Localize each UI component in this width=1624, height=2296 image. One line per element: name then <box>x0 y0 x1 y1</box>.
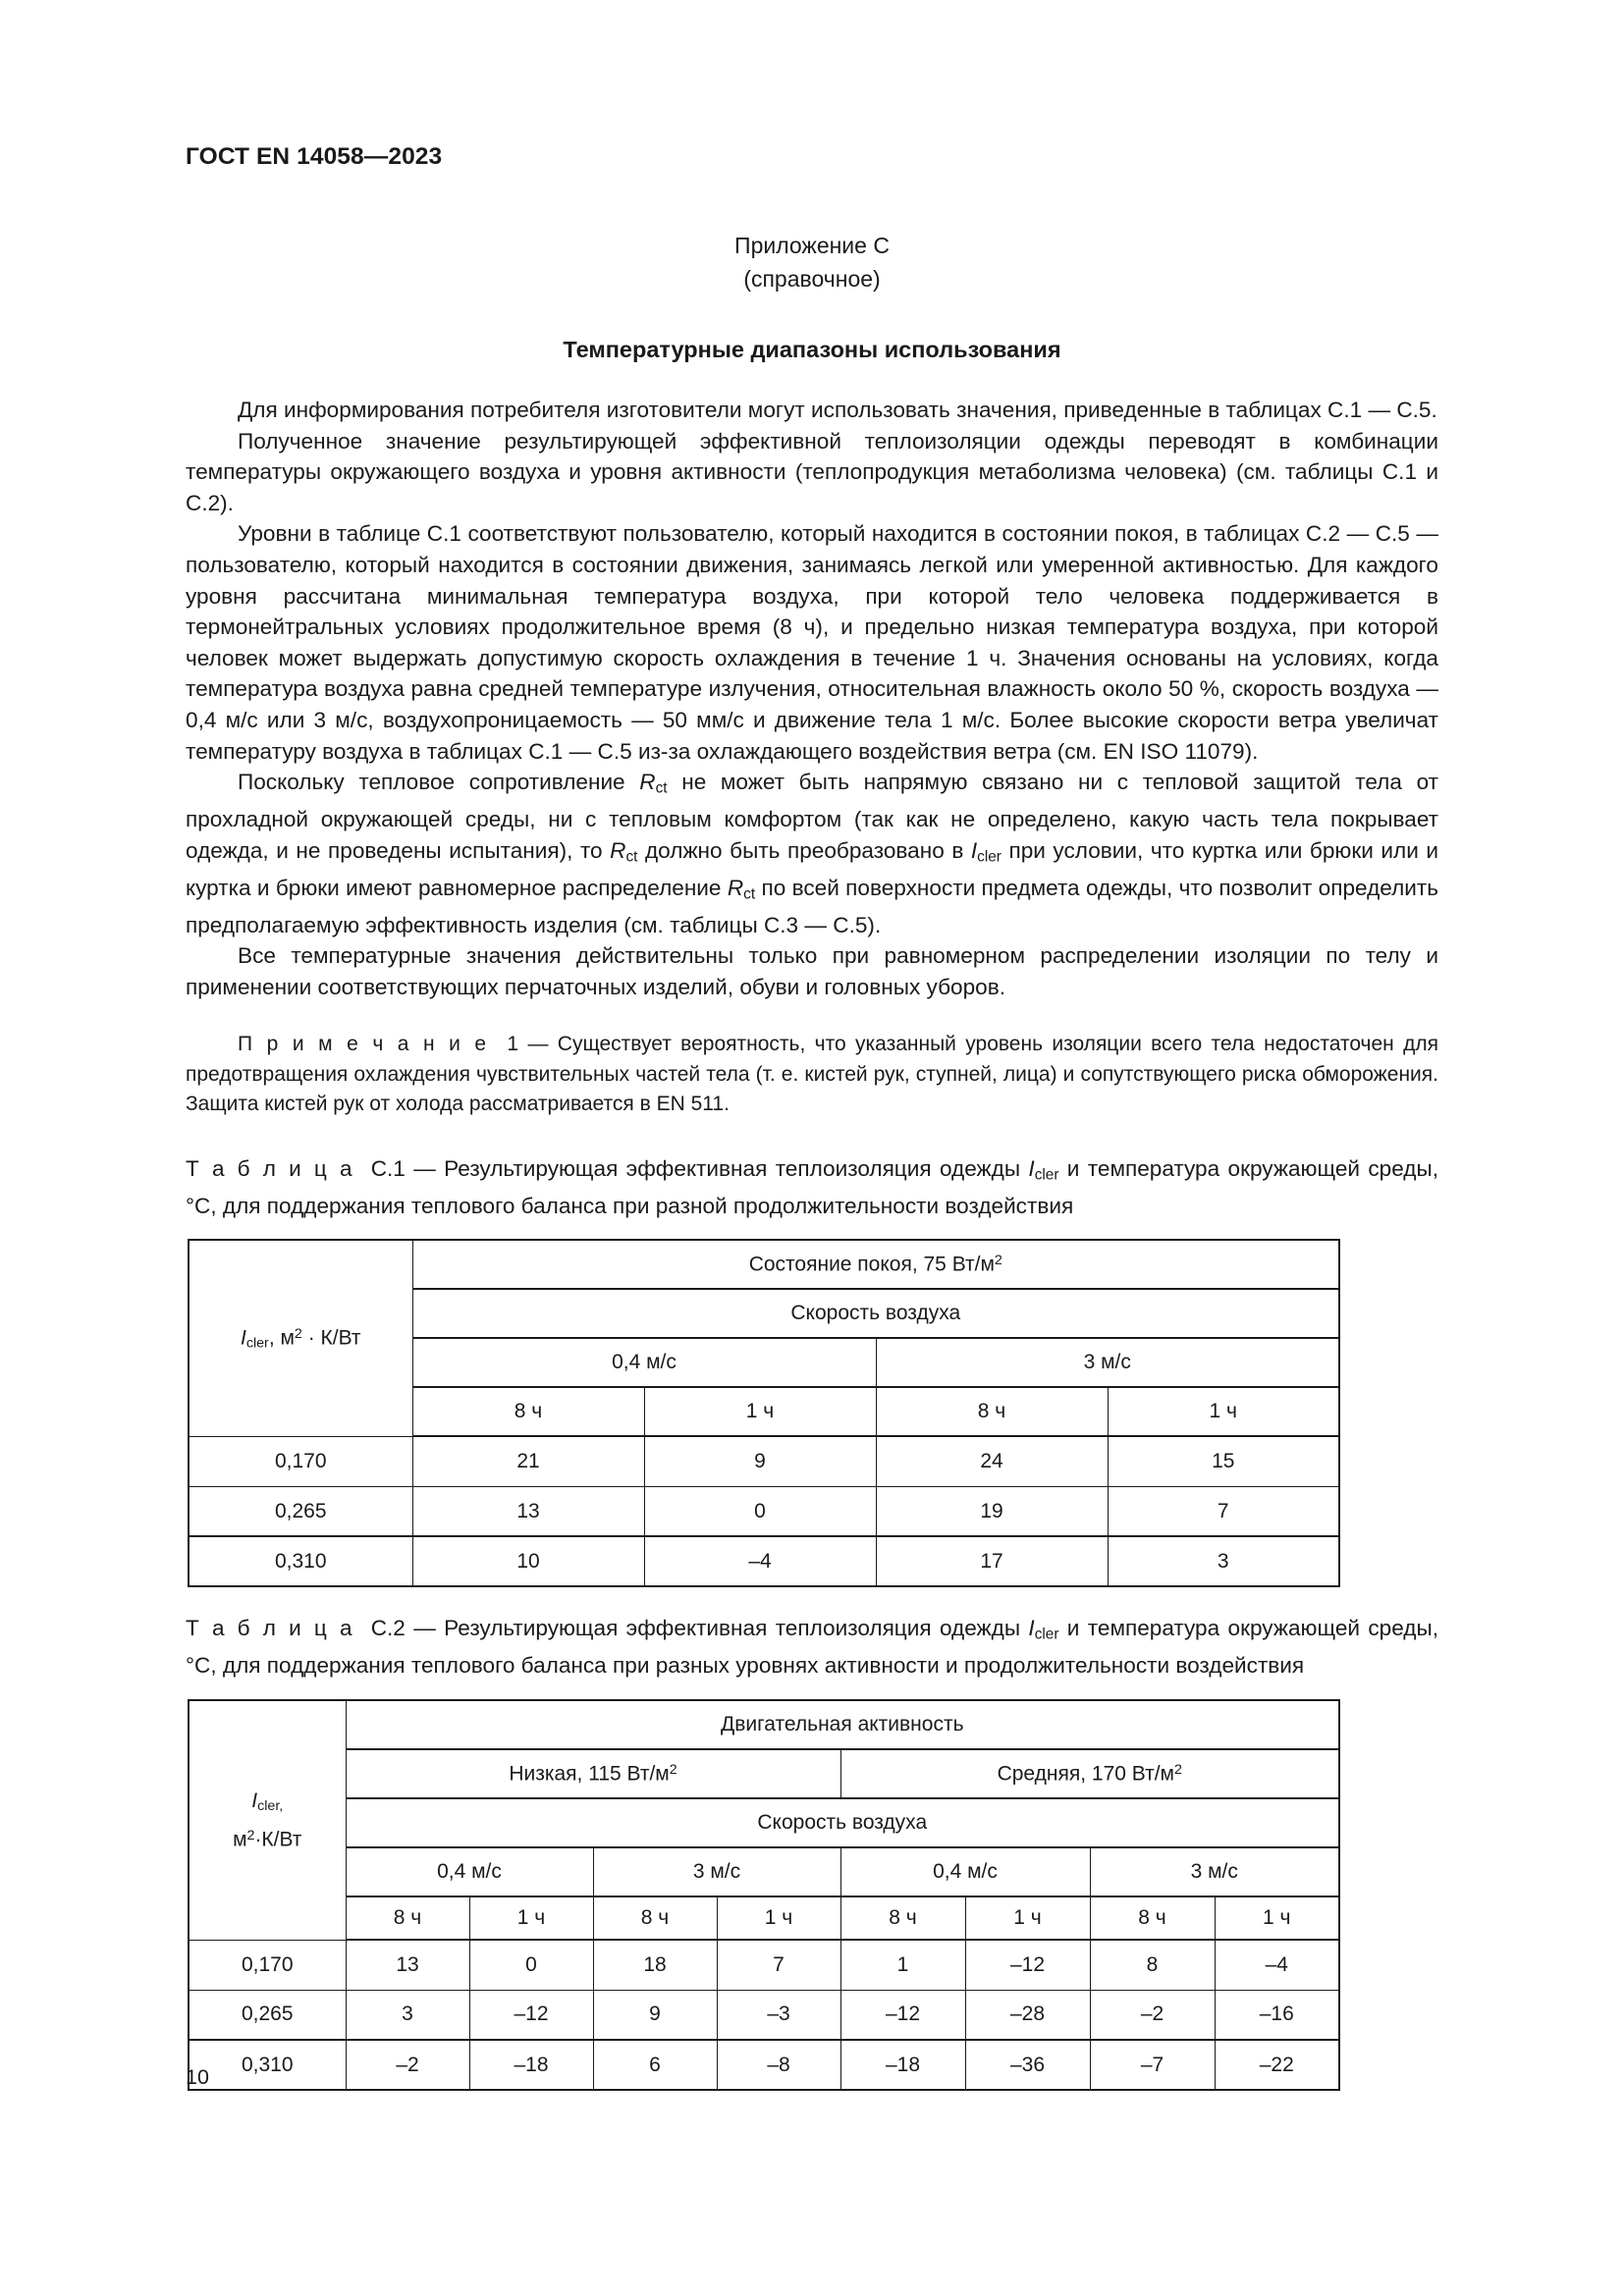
table-c2-r2-c6: –7 <box>1090 2040 1215 2090</box>
table-c2-stub-header <box>189 1700 346 1940</box>
table-c2-r1-icler: 0,265 <box>189 1990 346 2040</box>
p4-symbol-rct-1: R <box>639 770 656 795</box>
table-c1-caption-text-1: — Результирующая эффективная теплоизоляция одежды <box>413 1155 1029 1181</box>
table-row <box>189 1940 1339 1990</box>
table-c1-stub-header <box>189 1240 412 1436</box>
table-c2-duration-2: 8 ч <box>593 1896 717 1940</box>
table-c2-speed-0: 0,4 м/с <box>346 1847 593 1896</box>
table-c2-caption-symbol-sub: cler <box>1034 1626 1059 1643</box>
table-c2-activity-low-sup: 2 <box>669 1761 677 1778</box>
table-c1-caption-symbol-sub: cler <box>1034 1166 1059 1184</box>
table-c1-r2-c1: –4 <box>644 1536 876 1586</box>
p4-symbol-rct-2: R <box>610 837 626 863</box>
table-c2-group-airspeed: Скорость воздуха <box>346 1798 1339 1847</box>
note-label: П р и м е ч а н и е <box>238 1033 489 1056</box>
table-c1-r1-icler: 0,265 <box>189 1486 412 1536</box>
page-number: 10 <box>186 2065 209 2089</box>
table-c2-duration-4: 8 ч <box>840 1896 965 1940</box>
table-c2-r2-icler: 0,310 <box>189 2040 346 2090</box>
table-c2-r2-c2: 6 <box>593 2040 717 2090</box>
table-c1-r2-c3: 3 <box>1108 1536 1339 1586</box>
annex-title: Приложение С <box>734 232 890 258</box>
table-c2-caption <box>186 1613 1438 1682</box>
table-c1-r2-icler: 0,310 <box>189 1536 412 1586</box>
table-c1-r2-c0: 10 <box>412 1536 644 1586</box>
table-c2-r1-c3: –3 <box>717 1990 840 2040</box>
table-c1-duration-1: 1 ч <box>644 1387 876 1436</box>
table-c2-speed-3: 3 м/с <box>1090 1847 1339 1896</box>
table-c2-r1-c2: 9 <box>593 1990 717 2040</box>
body-text-block <box>186 395 1438 1002</box>
table-c2-r0-icler: 0,170 <box>189 1940 346 1990</box>
paragraph-4 <box>186 767 1438 940</box>
table-c2-group-activity: Двигательная активность <box>346 1700 1339 1749</box>
table-row <box>189 2040 1339 2090</box>
table-c2-r1-c7: –16 <box>1215 1990 1339 2040</box>
annex-heading-block <box>186 229 1438 295</box>
paragraph-5: Все температурные значения действительны только при равномерном распределении изоляции по телу и применении соответствующих перчаточных изделий, обуви и головных уборов. <box>186 943 1438 999</box>
table-c1-r1-c2: 19 <box>876 1486 1108 1536</box>
table-c2-duration-7: 1 ч <box>1215 1896 1339 1940</box>
table-c1-duration-0: 8 ч <box>412 1387 644 1436</box>
table-c2-caption-symbol: I <box>1028 1616 1035 1641</box>
table-c2-caption-text-1: — Результирующая эффективная теплоизоляция одежды <box>413 1616 1029 1641</box>
table-c1-speed-0: 0,4 м/с <box>412 1338 876 1387</box>
table-c2 <box>188 1699 1340 2091</box>
table-c2-r2-c1: –18 <box>469 2040 593 2090</box>
table-c2-activity-low <box>346 1749 840 1798</box>
table-c2-speed-1: 3 м/с <box>593 1847 840 1896</box>
table-c2-stub-unit-post: ·К/Вт <box>254 1828 302 1851</box>
table-c2-header-row-4 <box>189 1847 1339 1896</box>
table-c1-stub-unit-pre: , м <box>268 1326 295 1350</box>
table-c2-r0-c3: 7 <box>717 1940 840 1990</box>
table-c2-duration-3: 1 ч <box>717 1896 840 1940</box>
table-c1-caption <box>186 1153 1438 1222</box>
table-c2-r1-c0: 3 <box>346 1990 469 2040</box>
table-c1-group-rest <box>412 1240 1339 1289</box>
table-c1-group-rest-label: Состояние покоя, 75 Вт/м <box>748 1253 995 1276</box>
table-c2-activity-mid <box>840 1749 1339 1798</box>
table-c2-activity-mid-label: Средняя, 170 Вт/м <box>997 1762 1174 1786</box>
table-c1-stub-unit-post: · К/Вт <box>301 1326 361 1350</box>
table-c1-r0-c2: 24 <box>876 1436 1108 1486</box>
table-c2-duration-5: 1 ч <box>965 1896 1090 1940</box>
table-c1-header-row-1 <box>189 1240 1339 1289</box>
table-c2-speed-2: 0,4 м/с <box>840 1847 1090 1896</box>
table-c1-stub-unit-sup: 2 <box>294 1325 302 1342</box>
table-c1-group-airspeed: Скорость воздуха <box>412 1289 1339 1338</box>
table-c2-stub-unit-sup: 2 <box>246 1827 255 1843</box>
table-c1-r0-icler: 0,170 <box>189 1436 412 1486</box>
p4-text-5: по всей поверхности предмета одежды, что позволит определить предполагаемую эффективность изделия (см. таблицы С.3 — С.5). <box>186 875 1439 937</box>
table-c1-caption-number: С.1 <box>370 1155 406 1181</box>
paragraph-3: Уровни в таблице С.1 соответствуют пользователю, который находится в состоянии покоя, в таблицах С.2 — С.5 — пользователю, который находится в состоянии движения, занимаясь легкой или умеренной активностью. Для каждого уровня рассчитана минимальная температура воздуха, при которой тело человека поддерживается в термонейтральных условиях продолжительное время (8 ч), и предельно низкая температура воздуха, при которой человек может выдержать допустимую скорость охлаждения в течение 1 ч. Значения основаны на условиях, когда температура воздуха равна средней температуре излучения, относительная влажность около 50 %, скорость воздуха — 0,4 м/с или 3 м/с, воздухопроницаемость — 50 мм/с и движение тела 1 м/с. Более высокие скорости ветра увеличат температуру воздуха в таблицах С.1 — С.5 из-за охлаждающего воздействия ветра (см. EN ISO 11079). <box>186 521 1438 764</box>
note-1 <box>186 1030 1438 1120</box>
table-c2-header-row-2 <box>189 1749 1339 1798</box>
table-c2-stub-symbol: I <box>251 1789 258 1812</box>
table-c2-activity-low-label: Низкая, 115 Вт/м <box>509 1762 670 1786</box>
note-block <box>186 1030 1438 1120</box>
note-body: — Существует вероятность, что указанный уровень изоляции всего тела недостаточен для предотвращения охлаждения чувствительных частей тела (т. е. кистей рук, ступней, лица) и сопутствующего риска обморожения. Защита кистей рук от холода рассматривается в EN 511. <box>186 1033 1438 1116</box>
table-row <box>189 1990 1339 2040</box>
p4-text-1: Поскольку тепловое сопротивление <box>238 770 640 795</box>
table-c2-caption-text-2: и температура окружающей среды, °С, для поддержания теплового баланса при разных уровнях активности и продолжительности воздействия <box>186 1616 1438 1679</box>
table-c2-r0-c6: 8 <box>1090 1940 1215 1990</box>
table-c2-r0-c0: 13 <box>346 1940 469 1990</box>
paragraph-2: Полученное значение результирующей эффективной теплоизоляции одежды переводят в комбинации температуры окружающего воздуха и уровня активности (теплопродукция метаболизма человека) (см. таблицы С.1 и С.2). <box>186 428 1438 515</box>
table-c2-duration-1: 1 ч <box>469 1896 593 1940</box>
table-c2-r2-c0: –2 <box>346 2040 469 2090</box>
table-c1-r1-c3: 7 <box>1108 1486 1339 1536</box>
table-c1-caption-text-2: и температура окружающей среды, °С, для поддержания теплового баланса при разной продолжительности воздействия <box>186 1155 1438 1218</box>
document-header: ГОСТ EN 14058—2023 <box>186 143 443 170</box>
table-c1-r0-c1: 9 <box>644 1436 876 1486</box>
table-c2-r1-c4: –12 <box>840 1990 965 2040</box>
page-content <box>186 0 1438 2091</box>
paragraph-1: Для информирования потребителя изготовители могут использовать значения, приведенные в таблицах С.1 — С.5. <box>238 398 1437 422</box>
table-c2-r0-c1: 0 <box>469 1940 593 1990</box>
table-c1-caption-symbol: I <box>1028 1155 1035 1181</box>
p4-text-4: при условии, что куртка или брюки или и куртка и брюки имеют равномерное распределение <box>186 837 1438 900</box>
note-number: 1 <box>507 1033 519 1056</box>
table-c2-r0-c5: –12 <box>965 1940 1090 1990</box>
table-c1-r1-c1: 0 <box>644 1486 876 1536</box>
table-c2-r2-c3: –8 <box>717 2040 840 2090</box>
table-c2-caption-label: Т а б л и ц а <box>186 1616 354 1641</box>
table-c1-stub-symbol-sub: cler <box>245 1335 269 1352</box>
table-c1-group-rest-sup: 2 <box>994 1253 1002 1269</box>
table-c2-r1-c5: –28 <box>965 1990 1090 2040</box>
p4-symbol-icler-1-sub: cler <box>977 848 1001 866</box>
section-title: Температурные диапазоны использования <box>563 336 1061 362</box>
p4-symbol-icler-1: I <box>970 837 978 863</box>
table-c2-duration-6: 8 ч <box>1090 1896 1215 1940</box>
table-c1-speed-1: 3 м/с <box>876 1338 1339 1387</box>
table-c1-stub-symbol: I <box>240 1326 246 1350</box>
table-c1-r1-c0: 13 <box>412 1486 644 1536</box>
table-c1-r2-c2: 17 <box>876 1536 1108 1586</box>
table-row <box>189 1486 1339 1536</box>
table-c2-caption-number: С.2 <box>370 1616 406 1641</box>
table-c2-r0-c4: 1 <box>840 1940 965 1990</box>
table-c2-r0-c7: –4 <box>1215 1940 1339 1990</box>
table-c2-duration-0: 8 ч <box>346 1896 469 1940</box>
table-c2-r2-c5: –36 <box>965 2040 1090 2090</box>
table-c2-header-row-1 <box>189 1700 1339 1749</box>
p4-symbol-rct-1-sub: ct <box>655 779 668 797</box>
table-row <box>189 1436 1339 1486</box>
p4-symbol-rct-2-sub: ct <box>625 848 638 866</box>
table-c1-caption-label: Т а б л и ц а <box>186 1155 354 1181</box>
annex-subtitle: (справочное) <box>743 265 881 292</box>
table-c2-r1-c1: –12 <box>469 1990 593 2040</box>
table-row <box>189 1536 1339 1586</box>
table-c2-r2-c7: –22 <box>1215 2040 1339 2090</box>
table-c2-r1-c6: –2 <box>1090 1990 1215 2040</box>
table-c2-stub-symbol-sub: cler, <box>257 1797 284 1814</box>
table-c2-stub-unit-pre: м <box>233 1828 247 1851</box>
table-c1-duration-3: 1 ч <box>1108 1387 1339 1436</box>
table-c2-r0-c2: 18 <box>593 1940 717 1990</box>
table-c2-header-row-3 <box>189 1798 1339 1847</box>
table-c1 <box>188 1239 1340 1587</box>
table-c1-r0-c0: 21 <box>412 1436 644 1486</box>
table-c1-r0-c3: 15 <box>1108 1436 1339 1486</box>
table-c2-header-row-5 <box>189 1896 1339 1940</box>
table-c2-r2-c4: –18 <box>840 2040 965 2090</box>
p4-symbol-rct-3-sub: ct <box>743 885 756 903</box>
table-c2-activity-mid-sup: 2 <box>1173 1761 1182 1778</box>
p4-symbol-rct-3: R <box>727 875 744 900</box>
p4-text-3: должно быть преобразовано в <box>637 837 971 863</box>
p4-text-2: не может быть напрямую связано ни с тепловой защитой тела от прохладной окружающей среды, ни с тепловым комфортом (так как не определено, какую часть тела покрывает одежда, и не проведены испытания), то <box>186 770 1438 863</box>
table-c1-duration-2: 8 ч <box>876 1387 1108 1436</box>
